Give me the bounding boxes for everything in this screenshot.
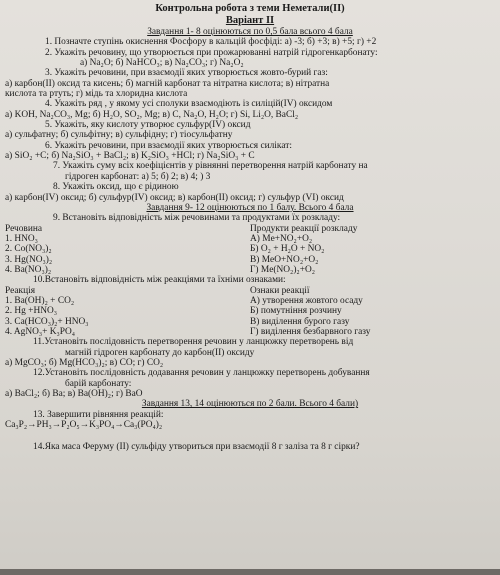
question-9-left-head: Речовина	[5, 223, 43, 234]
question-9-right-item: А) Me+NO₂+O₂	[250, 233, 313, 244]
question-10-left-item: 4. AgNO₃+ K₃PO₄	[5, 326, 76, 337]
question-9-table	[5, 224, 495, 276]
question-2-options: а) Na₂O; б) NaHCO₃; в) Na₂CO₃; г) Na₂O₂	[80, 58, 244, 69]
question-12: 12.Установіть послідовність додавання речовин у ланцюжку перетворень добування	[33, 368, 370, 379]
question-6-options: а) SiO₂ +C; б) Na₂SiO₃ + BaCl₂; в) K₂SiO₃ +HCl; г) Na₂SiO₃ + C	[5, 151, 255, 162]
question-13: 13. Завершити рівняння реакцій:	[33, 409, 164, 420]
question-9-right-head: Продукти реакції розкладу	[250, 223, 358, 234]
question-9-left-item: 2. Co(NO₃)₂	[5, 244, 52, 255]
question-10-left-item: 1. Ba(OH)₂ + CO₂	[5, 295, 75, 306]
question-12-options: а) BaCl₂; б) Ba; в) Ba(OH)₂; г) BaO	[5, 389, 143, 400]
question-12-cont: барій карбонату:	[65, 378, 132, 389]
question-3-options-cont: кислота та ртуть; г) мідь та хлоридна кислота	[5, 89, 188, 100]
question-2: 2. Укажіть речовину, що утворюється при прожарюванні натрій гідрогенкарбонату:	[45, 47, 378, 58]
variant-label: Варіант II	[225, 15, 275, 26]
question-9-left-item: 3. Hg(NO₃)₂	[5, 254, 53, 265]
section-header-1: Завдання 1- 8 оцінюються по 0,5 бала всього 4 бала	[147, 27, 353, 37]
question-6: 6. Укажіть речовини, при взаємодії яких утворюється силікат:	[45, 140, 292, 151]
question-3: 3. Укажіть речовини, при взаємодії яких утворюється жовто-бурий газ:	[45, 68, 328, 79]
question-10-left-head: Реакція	[5, 285, 36, 296]
question-10-table	[5, 286, 495, 338]
question-8-options: а) карбон(IV) оксид; б) сульфур(IV) оксид; в) карбон(II) оксид; г) сульфур (VI) оксид	[5, 192, 344, 203]
question-9: 9. Встановіть відповідність між речовинами та продуктами їх розкладу:	[53, 213, 341, 224]
question-10-right-item: А) утворення жовтого осаду	[250, 295, 363, 306]
question-13-chain: Ca₃P₂→PH₃→P₂O₅→K₃PO₄→Ca₃(PO₄)₂	[5, 420, 163, 431]
section-header-3: Завдання 13, 14 оцінюються по 2 бали. Всього 4 бали)	[141, 399, 359, 410]
question-14: 14.Яка маса Феруму (II) сульфіду утвориться при взаємодії 8 г заліза та 8 г сірки?	[33, 442, 360, 453]
question-10-right-head: Ознаки реакції	[250, 285, 310, 296]
question-11-options: а) MgCO₃; б) Mg(HCO₃)₂; в) CO; г) CO₂	[5, 358, 164, 368]
question-4: 4. Укажіть ряд , у якому усі сполуки взаємодіють із силіцій(IV) оксидом	[45, 99, 333, 110]
question-5-options: а) сульфатну; б) сульфітну; в) сульфідну; г) тіосульфатну	[5, 130, 233, 141]
question-5: 5. Укажіть, яку кислоту утворює сульфур(IV) оксид	[45, 120, 251, 131]
question-10-left-item: 3. Ca(HCO₃)₂+ HNO₃	[5, 316, 89, 327]
question-9-right-item: Б) O₂ + H₂O + NO₂	[250, 244, 325, 255]
question-3-options: а) карбон(II) оксид та кисень; б) магній карбонат та нітратна кислота; в) нітратна	[5, 78, 330, 89]
question-9-left-item: 1. HNO₃	[5, 233, 38, 244]
question-11-cont: магній гідроген карбонату до карбон(II) оксиду	[65, 347, 255, 358]
question-8: 8. Укажіть оксид, що є рідиною	[53, 182, 179, 193]
page-title: Контрольна робота з теми Неметали(II)	[155, 3, 345, 14]
question-1: 1. Позначте ступінь окиснення Фосфору в кальцій фосфіді: а) -3; б) +3; в) +5; г) +2	[45, 37, 377, 48]
photo-edge	[0, 569, 500, 575]
question-10-right-item: Б) помутніння розчину	[250, 306, 342, 317]
question-9-right-item: Г) Me(NO₂)₂+O₂	[250, 264, 316, 275]
question-11: 11.Установіть послідовність перетворення речовин у ланцюжку перетворень від	[33, 337, 354, 348]
question-10-right-item: В) виділення бурого газу	[250, 316, 350, 327]
question-7: 7. Укажіть суму всіх коефіцієнтів у рівнянні перетворення натрій карбонату на	[53, 161, 368, 172]
section-header-2: Завдання 9- 12 оцінюються по 1 балу. Всього 4 бала	[146, 202, 354, 213]
question-9-left-item: 4. Ba(NO₃)₂	[5, 264, 52, 275]
question-9-right-item: В) MeO+NO₂+O₂	[250, 254, 319, 265]
question-10: 10.Встановіть відповідність між реакціями та їхніми ознаками:	[33, 275, 286, 286]
question-10-left-item: 2. Hg +HNO₃	[5, 306, 58, 317]
question-4-options: а) KOH, Na₂CO₃, Mg; б) H₂O, SO₂, Mg; в) C, Na₂O, H₂O; г) Si, Li₂O, BaCl₂	[5, 109, 299, 120]
question-7-cont: гідроген карбонат: а) 5; б) 2; в) 4; ) 3	[65, 171, 211, 182]
question-10-right-item: Г) виділення безбарвного газу	[250, 326, 371, 337]
